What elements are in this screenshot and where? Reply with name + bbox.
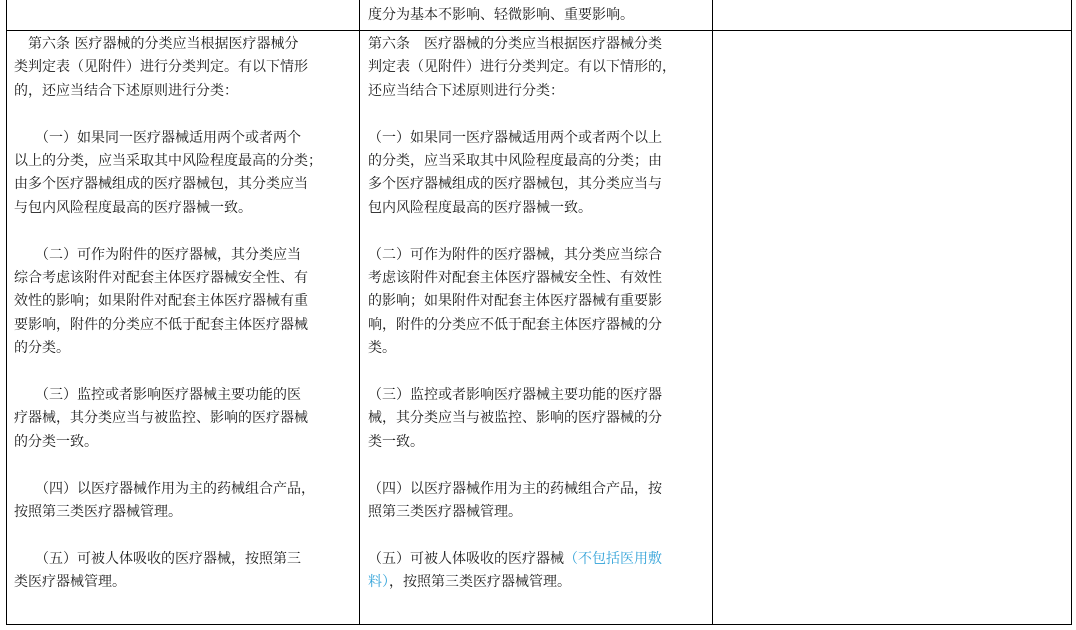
clause-line: 多个医疗器械组成的医疗器械包，其分类应当与 [368,176,662,193]
clause-text: ，按照第三类医疗器械管理。 [389,574,571,591]
added-text-highlight: （不包括医用敷 [564,550,662,567]
clause-line: 的分类，应当采取其中风险程度最高的分类；由 [368,153,662,170]
clause-line: 与包内风险程度最高的医疗器械一致。 [14,199,252,216]
table-border-bottom [6,624,1071,625]
table-border-left [6,0,7,625]
article-intro-line: 类判定表（见附件）进行分类判定。有以下情形 [14,59,308,76]
clause-line: 包内风险程度最高的医疗器械一致。 [368,199,592,216]
clause-line: 的分类一致。 [14,433,98,450]
clause-line: 械，其分类应当与被监控、影响的医疗器械的分 [368,410,662,427]
clause-text: （五）可被人体吸收的医疗器械 [368,550,564,567]
clause-line: 疗器械，其分类应当与被监控、影响的医疗器械 [14,410,308,427]
clause-line: 类医疗器械管理。 [14,574,126,591]
clause-line: （五）可被人体吸收的医疗器械，按照第三 [14,550,301,567]
clause-line: （三）监控或者影响医疗器械主要功能的医 [14,387,301,404]
right-cell-empty [720,33,1060,613]
clause-line [368,548,676,571]
clause-line: 类。 [368,340,396,357]
clause-line: 的影响；如果附件对配套主体医疗器械有重要影 [368,293,662,310]
added-text-highlight: 料） [368,574,389,591]
middle-cell-revised-text [368,33,676,595]
clause-line: 按照第三类医疗器械管理。 [14,504,182,521]
article-intro-line: 第六条 医疗器械的分类应当根据医疗器械分类 [368,36,662,52]
clause-line: 要影响，附件的分类应不低于配套主体医疗器械 [14,316,308,333]
clause-line: 的分类。 [14,340,70,357]
clause-line: （一）如果同一医疗器械适用两个或者两个 [14,129,301,146]
clause-line: （四）以医疗器械作用为主的药械组合产品，按 [368,480,662,497]
clause-line: 照第三类医疗器械管理。 [368,504,522,521]
clause-line: 效性的影响；如果附件对配套主体医疗器械有重 [14,293,308,310]
article-intro-line: 第六条 医疗器械的分类应当根据医疗器械分 [14,36,299,52]
clause-line: （二）可作为附件的医疗器械，其分类应当综合 [368,246,662,263]
clause-line [368,571,676,594]
column-divider [712,0,713,625]
left-cell-original-text [14,33,322,595]
clause-line: 类一致。 [368,433,424,450]
clause-line: （四）以医疗器械作用为主的药械组合产品， [14,480,315,497]
text-line: 度分为基本不影响、轻微影响、重要影响。 [368,7,634,23]
table-border-right [1071,0,1072,625]
row-divider [6,30,1071,31]
clause-line: 考虑该附件对配套主体医疗器械安全性、有效性 [368,270,662,287]
article-intro-line: 的，还应当结合下述原则进行分类： [14,82,238,99]
top-row-middle-cell [368,4,634,27]
clause-line: 由多个医疗器械组成的医疗器械包，其分类应当 [14,176,308,193]
article-intro-line: 还应当结合下述原则进行分类： [368,82,564,99]
clause-line: 综合考虑该附件对配套主体医疗器械安全性、有 [14,270,308,287]
clause-line: 响，附件的分类应不低于配套主体医疗器械的分 [368,316,662,333]
article-intro-line: 判定表（见附件）进行分类判定。有以下情形的， [368,59,676,76]
clause-line: （三）监控或者影响医疗器械主要功能的医疗器 [368,387,662,404]
clause-line: （一）如果同一医疗器械适用两个或者两个以上 [368,129,662,146]
column-divider [359,0,360,625]
clause-line: （二）可作为附件的医疗器械，其分类应当 [14,246,301,263]
clause-line: 以上的分类，应当采取其中风险程度最高的分类； [14,153,322,170]
